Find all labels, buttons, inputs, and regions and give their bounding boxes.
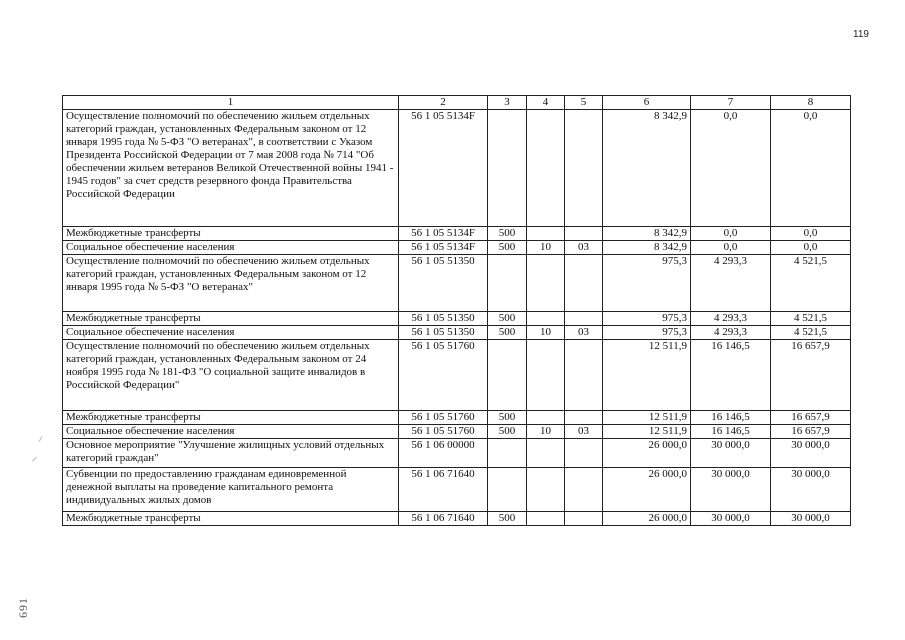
row-col3: 500 (488, 425, 527, 439)
row-code: 56 1 05 51760 (399, 411, 488, 425)
row-code: 56 1 06 00000 (399, 439, 488, 468)
row-value-7: 16 146,5 (691, 340, 771, 411)
row-col5 (565, 255, 603, 312)
row-value-7: 16 146,5 (691, 425, 771, 439)
row-code: 56 1 05 51760 (399, 340, 488, 411)
row-value-7: 30 000,0 (691, 512, 771, 526)
row-value-7: 4 293,3 (691, 326, 771, 340)
row-value-6: 8 342,9 (603, 110, 691, 227)
row-col5 (565, 512, 603, 526)
row-value-6: 26 000,0 (603, 439, 691, 468)
table-row (63, 425, 851, 439)
row-value-8: 30 000,0 (771, 468, 851, 512)
row-code: 56 1 05 51350 (399, 326, 488, 340)
row-name: Осуществление полномочий по обеспечению жильем отдельных категорий граждан, установленных Федеральным законом от 12 января 1995 года № 5-ФЗ "О ветеранах", в соответствии с Указом Президента Российской Федерации от 7 мая 2008 года № 714 "Об обеспечении жильем ветеранов Великой Отечественной войны 1941 - 1945 годов" за счет средств резервного фонда Правительства Российской Федерации (63, 110, 399, 227)
row-value-7: 0,0 (691, 241, 771, 255)
row-col4: 10 (527, 241, 565, 255)
row-value-6: 12 511,9 (603, 425, 691, 439)
row-col4 (527, 340, 565, 411)
row-code: 56 1 05 5134F (399, 227, 488, 241)
row-col4 (527, 227, 565, 241)
row-value-8: 4 521,5 (771, 312, 851, 326)
row-col3: 500 (488, 227, 527, 241)
table-row (63, 255, 851, 312)
table-row (63, 241, 851, 255)
row-value-6: 12 511,9 (603, 340, 691, 411)
row-name: Межбюджетные трансферты (63, 227, 399, 241)
row-value-6: 975,3 (603, 326, 691, 340)
row-name: Межбюджетные трансферты (63, 411, 399, 425)
row-value-8: 0,0 (771, 241, 851, 255)
row-code: 56 1 06 71640 (399, 512, 488, 526)
column-header: 3 (488, 96, 527, 110)
row-col5 (565, 227, 603, 241)
row-col3 (488, 439, 527, 468)
row-value-7: 30 000,0 (691, 468, 771, 512)
row-value-7: 4 293,3 (691, 255, 771, 312)
row-name: Социальное обеспечение населения (63, 425, 399, 439)
row-value-6: 8 342,9 (603, 227, 691, 241)
row-name: Основное мероприятие "Улучшение жилищных условий отдельных категорий граждан" (63, 439, 399, 468)
table-row (63, 110, 851, 227)
row-value-7: 0,0 (691, 110, 771, 227)
margin-handwritten-note: 691 (16, 597, 30, 618)
row-value-8: 4 521,5 (771, 326, 851, 340)
row-code: 56 1 05 51350 (399, 255, 488, 312)
header-row (63, 96, 851, 110)
row-col5 (565, 340, 603, 411)
row-name: Социальное обеспечение населения (63, 326, 399, 340)
table-row (63, 312, 851, 326)
row-code: 56 1 05 5134F (399, 110, 488, 227)
row-name: Осуществление полномочий по обеспечению жильем отдельных категорий граждан, установленных Федеральным законом от 24 ноября 1995 года № 181-ФЗ "О социальной защите инвалидов в Российской Федерации" (63, 340, 399, 411)
row-name: Осуществление полномочий по обеспечению жильем отдельных категорий граждан, установленных Федеральным законом от 12 января 1995 года № 5-ФЗ "О ветеранах" (63, 255, 399, 312)
column-header: 1 (63, 96, 399, 110)
row-col4 (527, 512, 565, 526)
table-row (63, 326, 851, 340)
row-value-8: 0,0 (771, 227, 851, 241)
page-number: 119 (853, 29, 869, 40)
row-value-8: 4 521,5 (771, 255, 851, 312)
row-code: 56 1 05 51760 (399, 425, 488, 439)
row-col3 (488, 468, 527, 512)
table-row (63, 512, 851, 526)
row-col3: 500 (488, 512, 527, 526)
budget-table (62, 95, 851, 526)
row-col4 (527, 110, 565, 227)
row-col4 (527, 255, 565, 312)
row-col5 (565, 468, 603, 512)
row-code: 56 1 06 71640 (399, 468, 488, 512)
row-name: Межбюджетные трансферты (63, 512, 399, 526)
column-header: 7 (691, 96, 771, 110)
row-code: 56 1 05 5134F (399, 241, 488, 255)
row-col5: 03 (565, 425, 603, 439)
row-col4 (527, 468, 565, 512)
row-col3 (488, 255, 527, 312)
row-value-6: 975,3 (603, 255, 691, 312)
row-col5: 03 (565, 241, 603, 255)
row-value-8: 16 657,9 (771, 425, 851, 439)
row-code: 56 1 05 51350 (399, 312, 488, 326)
row-value-6: 12 511,9 (603, 411, 691, 425)
row-value-8: 0,0 (771, 110, 851, 227)
row-value-6: 26 000,0 (603, 512, 691, 526)
row-value-7: 0,0 (691, 227, 771, 241)
column-header: 6 (603, 96, 691, 110)
table-row (63, 340, 851, 411)
table-row (63, 468, 851, 512)
row-value-7: 30 000,0 (691, 439, 771, 468)
row-value-8: 16 657,9 (771, 411, 851, 425)
row-col5 (565, 411, 603, 425)
row-col5: 03 (565, 326, 603, 340)
row-value-8: 30 000,0 (771, 439, 851, 468)
row-value-8: 30 000,0 (771, 512, 851, 526)
column-header: 5 (565, 96, 603, 110)
row-col4: 10 (527, 326, 565, 340)
row-col4 (527, 312, 565, 326)
row-col3 (488, 110, 527, 227)
row-name: Социальное обеспечение населения (63, 241, 399, 255)
table-row (63, 439, 851, 468)
row-col3: 500 (488, 411, 527, 425)
row-col5 (565, 439, 603, 468)
row-value-6: 26 000,0 (603, 468, 691, 512)
margin-mark (39, 436, 43, 442)
row-col4 (527, 411, 565, 425)
row-name: Межбюджетные трансферты (63, 312, 399, 326)
row-value-8: 16 657,9 (771, 340, 851, 411)
row-col5 (565, 110, 603, 227)
column-header: 8 (771, 96, 851, 110)
row-value-7: 16 146,5 (691, 411, 771, 425)
row-value-6: 975,3 (603, 312, 691, 326)
column-header: 4 (527, 96, 565, 110)
row-col4: 10 (527, 425, 565, 439)
row-value-7: 4 293,3 (691, 312, 771, 326)
row-col3: 500 (488, 326, 527, 340)
row-col3: 500 (488, 241, 527, 255)
margin-mark (32, 457, 37, 462)
row-col3: 500 (488, 312, 527, 326)
row-col3 (488, 340, 527, 411)
column-header: 2 (399, 96, 488, 110)
row-value-6: 8 342,9 (603, 241, 691, 255)
row-col5 (565, 312, 603, 326)
row-name: Субвенции по предоставлению гражданам единовременной денежной выплаты на проведение капитального ремонта индивидуальных жилых домов (63, 468, 399, 512)
row-col4 (527, 439, 565, 468)
table-row (63, 227, 851, 241)
table-row (63, 411, 851, 425)
